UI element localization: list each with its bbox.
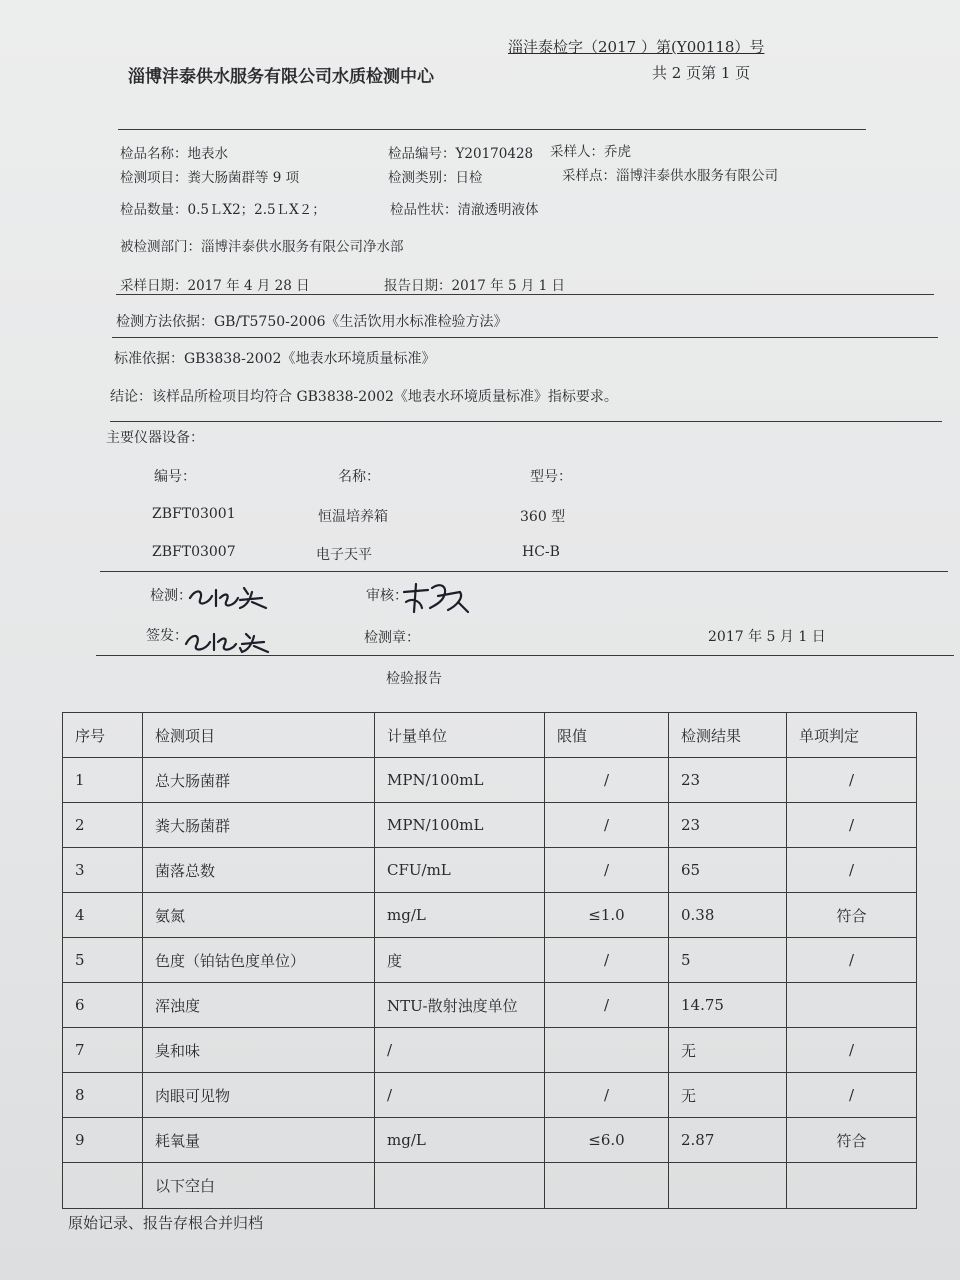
sample-properties: 检品性状：清澈透明液体 <box>390 202 539 218</box>
unit <box>375 1163 545 1209</box>
equipment-header-model: 型号： <box>530 469 572 485</box>
equipment-row-model: 360 型 <box>520 509 566 525</box>
sampling-date: 采样日期：2017 年 4 月 28 日 <box>120 278 310 294</box>
equipment-header-number: 编号： <box>154 469 196 485</box>
row-number: 6 <box>63 983 143 1028</box>
row-number: 7 <box>63 1028 143 1073</box>
test-item: 色度（铂钴色度单位） <box>143 938 375 983</box>
divider-3 <box>110 421 942 422</box>
tester-signature <box>186 580 276 612</box>
limit: ≤1.0 <box>545 893 669 938</box>
judgement: / <box>787 758 917 803</box>
test-item: 臭和味 <box>143 1028 375 1073</box>
unit: / <box>375 1028 545 1073</box>
divider-4 <box>100 571 948 572</box>
equipment-row-name: 恒温培养箱 <box>318 509 388 525</box>
sampling-site: 采样点：淄博沣泰供水服务有限公司 <box>562 168 778 184</box>
judgement: / <box>787 1073 917 1118</box>
unit: NTU-散射浊度单位 <box>375 983 545 1028</box>
column-header: 序号 <box>63 713 143 758</box>
unit: CFU/mL <box>375 848 545 893</box>
result: 23 <box>669 803 787 848</box>
row-number <box>63 1163 143 1209</box>
row-number: 3 <box>63 848 143 893</box>
result: 0.38 <box>669 893 787 938</box>
limit <box>545 1163 669 1209</box>
method-basis: 检测方法依据：GB/T5750-2006《生活饮用水标准检验方法》 <box>116 314 508 330</box>
standard-basis: 标准依据：GB3838-2002《地表水环境质量标准》 <box>114 351 436 367</box>
reviewer-signature <box>398 578 478 616</box>
result: 14.75 <box>669 983 787 1028</box>
table-row <box>63 1073 917 1118</box>
judgement: / <box>787 803 917 848</box>
sampler: 采样人：乔虎 <box>550 144 631 160</box>
column-header: 计量单位 <box>375 713 545 758</box>
organization-title: 淄博沣泰供水服务有限公司水质检测中心 <box>128 67 434 87</box>
table-row <box>63 803 917 848</box>
equipment-row-number: ZBFT03007 <box>152 544 236 560</box>
sample-number: 检品编号：Y20170428 <box>388 146 534 162</box>
limit: ≤6.0 <box>545 1118 669 1163</box>
page-info: 共 2 页第 1 页 <box>652 64 751 82</box>
table-row <box>63 983 917 1028</box>
table-row <box>63 1118 917 1163</box>
table-header-row <box>63 713 917 758</box>
issuer-signature <box>182 622 274 656</box>
divider-1 <box>116 294 934 295</box>
limit <box>545 1028 669 1073</box>
judgement: / <box>787 938 917 983</box>
result <box>669 1163 787 1209</box>
row-number: 8 <box>63 1073 143 1118</box>
row-number: 2 <box>63 803 143 848</box>
table-row-blank <box>63 1163 917 1209</box>
table-row <box>63 938 917 983</box>
row-number: 5 <box>63 938 143 983</box>
table-row <box>63 893 917 938</box>
unit: 度 <box>375 938 545 983</box>
unit: mg/L <box>375 893 545 938</box>
reviewer-label: 审核： <box>366 588 408 604</box>
equipment-title: 主要仪器设备： <box>106 430 204 446</box>
test-item: 耗氧量 <box>143 1118 375 1163</box>
blank-note: 以下空白 <box>143 1163 375 1209</box>
unit: MPN/100mL <box>375 758 545 803</box>
divider-5 <box>96 655 954 656</box>
test-item: 氨氮 <box>143 893 375 938</box>
equipment-row-name: 电子天平 <box>316 547 372 563</box>
tester-label: 检测： <box>150 588 192 604</box>
test-item: 浑浊度 <box>143 983 375 1028</box>
row-number: 9 <box>63 1118 143 1163</box>
divider-2 <box>112 337 938 338</box>
judgement: 符合 <box>787 1118 917 1163</box>
footer-note: 原始记录、报告存根合并归档 <box>68 1214 264 1232</box>
test-type: 检测类别：日检 <box>388 170 483 186</box>
equipment-row-model: HC-B <box>522 544 560 560</box>
test-item: 粪大肠菌群 <box>143 803 375 848</box>
column-header: 单项判定 <box>787 713 917 758</box>
equipment-header-name: 名称： <box>338 469 380 485</box>
test-item: 总大肠菌群 <box>143 758 375 803</box>
document-number: 淄沣泰检字（2017 ）第(Y00118）号 <box>508 38 765 56</box>
test-item: 菌落总数 <box>143 848 375 893</box>
limit: / <box>545 848 669 893</box>
row-number: 1 <box>63 758 143 803</box>
report-table <box>62 712 917 1209</box>
test-items: 检测项目：粪大肠菌群等 9 项 <box>120 170 300 186</box>
header-divider <box>118 129 866 130</box>
report-title: 检验报告 <box>386 671 442 687</box>
report-date: 报告日期：2017 年 5 月 1 日 <box>384 278 565 294</box>
result: 无 <box>669 1073 787 1118</box>
judgement <box>787 983 917 1028</box>
result: 65 <box>669 848 787 893</box>
conclusion: 结论：该样品所检项目均符合 GB3838-2002《地表水环境质量标准》指标要求。 <box>110 389 618 405</box>
equipment-row-number: ZBFT03001 <box>152 506 236 522</box>
judgement: / <box>787 848 917 893</box>
issuer-label: 签发： <box>146 628 188 644</box>
judgement: 符合 <box>787 893 917 938</box>
table-row <box>63 848 917 893</box>
limit: / <box>545 803 669 848</box>
result: 无 <box>669 1028 787 1073</box>
limit: / <box>545 938 669 983</box>
table-row <box>63 758 917 803</box>
signature-date: 2017 年 5 月 1 日 <box>708 629 826 645</box>
row-number: 4 <box>63 893 143 938</box>
limit: / <box>545 1073 669 1118</box>
sample-quantity: 检品数量：0.5ＬX2；2.5ＬX２； <box>120 202 326 218</box>
stamp-label: 检测章： <box>364 630 420 646</box>
unit: / <box>375 1073 545 1118</box>
result: 5 <box>669 938 787 983</box>
judgement <box>787 1163 917 1209</box>
unit: mg/L <box>375 1118 545 1163</box>
table-row <box>63 1028 917 1073</box>
limit: / <box>545 983 669 1028</box>
result: 2.87 <box>669 1118 787 1163</box>
test-item: 肉眼可见物 <box>143 1073 375 1118</box>
result: 23 <box>669 758 787 803</box>
unit: MPN/100mL <box>375 803 545 848</box>
judgement: / <box>787 1028 917 1073</box>
column-header: 检测结果 <box>669 713 787 758</box>
sample-name: 检品名称：地表水 <box>120 146 228 162</box>
tested-department: 被检测部门：淄博沣泰供水服务有限公司净水部 <box>120 239 404 255</box>
column-header: 限值 <box>545 713 669 758</box>
limit: / <box>545 758 669 803</box>
column-header: 检测项目 <box>143 713 375 758</box>
